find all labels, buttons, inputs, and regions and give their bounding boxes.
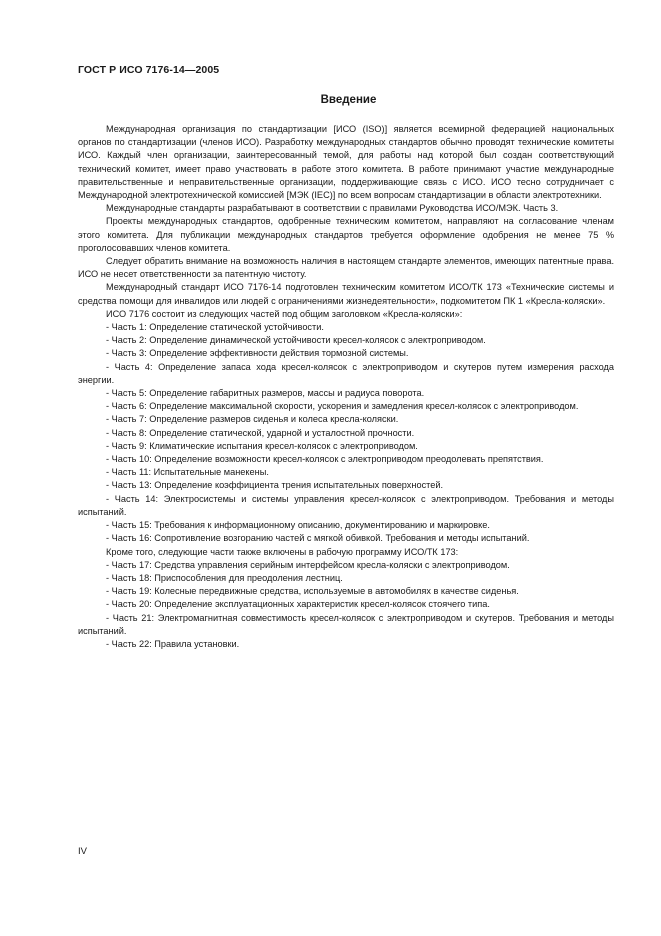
list-item: - Часть 19: Колесные передвижные средства, используемые в автомобилях в качестве сиденья. <box>106 586 519 597</box>
page-number: IV <box>78 846 87 857</box>
list-item: - Часть 9: Климатические испытания кресел-колясок с электроприводом. <box>106 440 418 451</box>
list-item: - Часть 1: Определение статической устойчивости. <box>106 322 324 333</box>
list-item: - Часть 14: Электросистемы и системы управления кресел-колясок с электроприводом. Требования и методы испытаний. <box>78 493 614 517</box>
paragraph: ИСО 7176 состоит из следующих частей под общим заголовком «Кресла-коляски»: <box>106 308 463 319</box>
list-item: - Часть 15: Требования к информационному описанию, документированию и маркировке. <box>106 520 490 531</box>
list-item: - Часть 3: Определение эффективности действия тормозной системы. <box>106 348 409 359</box>
list-item: - Часть 18: Приспособления для преодоления лестниц. <box>106 572 343 583</box>
list-item: - Часть 13: Определение коэффициента трения испытательных поверхностей. <box>106 480 444 491</box>
list-item: - Часть 16: Сопротивление возгоранию частей с мягкой обивкой. Требования и методы испытаний. <box>106 533 530 544</box>
list-item: - Часть 11: Испытательные манекены. <box>106 467 269 478</box>
paragraph: Международный стандарт ИСО 7176-14 подготовлен техническим комитетом ИСО/ТК 173 «Технические системы и средства помощи для инвалидов или людей с ограничениями жизнедеятельности», подкомитетом ПК 1 «Кресла-коляски». <box>78 282 614 306</box>
paragraph: Кроме того, следующие части также включены в рабочую программу ИСО/ТК 173: <box>106 546 459 557</box>
list-item: - Часть 8: Определение статической, ударной и усталостной прочности. <box>106 427 415 438</box>
list-item: - Часть 6: Определение максимальной скорости, ускорения и замедления кресел-колясок с электроприводом. <box>106 401 579 412</box>
list-item: - Часть 20: Определение эксплуатационных характеристик кресел-колясок стоячего типа. <box>106 599 490 610</box>
list-item: - Часть 10: Определение возможности кресел-колясок с электроприводом преодолевать препятствия. <box>106 454 544 465</box>
paragraph: Проекты международных стандартов, одобренные техническим комитетом, направляют на согласование членам этого комитета. Для публикации международных стандартов требуется оформление одобрения не менее 75 % проголосовавших членов комитета. <box>78 216 614 253</box>
section-title: Введение <box>320 94 377 106</box>
document-header: ГОСТ Р ИСО 7176-14—2005 <box>78 64 220 76</box>
list-item: - Часть 7: Определение размеров сиденья и колеса кресла-коляски. <box>106 414 399 425</box>
paragraph: Международная организация по стандартизации [ИСО (ISO)] является всемирной федерацией национальных органов по стандартизации (членов ИСО). Разработку международных стандартов обычно проводят технические комитеты ИСО. Каждый член организации, заинтересованный темой, для работы над которой был создан соответствующий технический комитет, имеет право участвовать в работе этого комитета. В работе принимают участие международные правительственные и неправительственные организации, поддерживающие связь с ИСО. ИСО тесно сотрудничает с Международной электротехнической комиссией [МЭК (IEC)] по всем вопросам стандартизации в области электротехники. <box>78 124 614 201</box>
list-item: - Часть 21: Электромагнитная совместимость кресел-колясок с электроприводом и скутеров. Требования и методы испытаний. <box>78 612 614 636</box>
paragraph: Следует обратить внимание на возможность наличия в настоящем стандарте элементов, имеющих патентные права. ИСО не несет ответственности за патентную чистоту. <box>78 256 614 280</box>
list-item: - Часть 17: Средства управления серийным интерфейсом кресла-коляски с электроприводом. <box>106 559 510 570</box>
list-item: - Часть 22: Правила установки. <box>106 638 240 649</box>
paragraph: Международные стандарты разрабатывают в соответствии с правилами Руководства ИСО/МЭК. Часть 3. <box>106 203 559 214</box>
list-item: - Часть 4: Определение запаса хода кресел-колясок с электроприводом и скутеров путем измерения расхода энергии. <box>78 361 614 385</box>
list-item: - Часть 2: Определение динамической устойчивости кресел-колясок с электроприводом. <box>106 335 486 346</box>
list-item: - Часть 5: Определение габаритных размеров, массы и радиуса поворота. <box>106 388 425 399</box>
document-body <box>78 123 614 651</box>
